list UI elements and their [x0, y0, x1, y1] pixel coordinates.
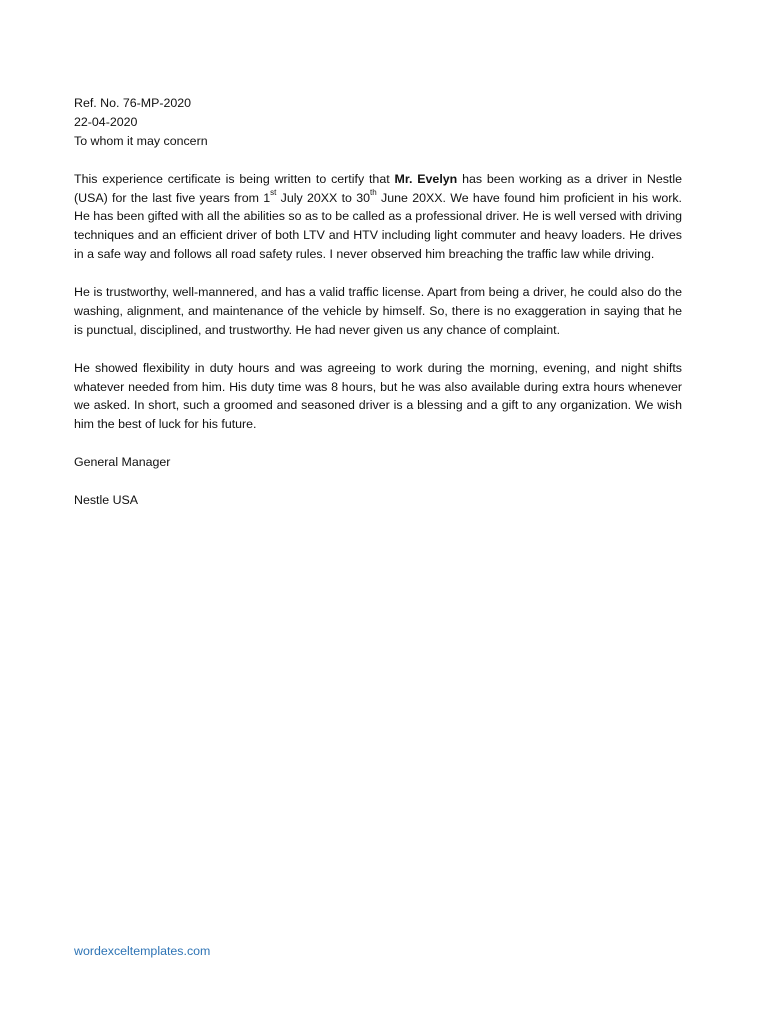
footer-website-link[interactable]: wordexceltemplates.com [74, 944, 211, 958]
paragraph-3: He showed flexibility in duty hours and was agreeing to work during the morning, evening, and night shifts whatever needed from him. His duty time was 8 hours, but he was also available during extra hours whenever we asked. In short, such a groomed and seasoned driver is a blessing and a gift to any organization. We wish him the best of luck for his future. [74, 360, 682, 432]
letter-date: 22-04-2020 [74, 114, 138, 129]
employee-name: Mr. Evelyn [394, 171, 458, 186]
paragraph-1-rest: June 20XX. We have found him proficient in his work. He has been gifted with all the abilities so as to be called as a professional driver. He is well versed with driving techniques and an efficient driver of both LTV and HTV including light commuter and heavy loaders. He drives in a safe way and follows all road safety rules. I never observed him breaching the traffic law while driving. [74, 190, 682, 262]
paragraph-1 [74, 170, 682, 265]
paragraph-2: He is trustworthy, well-mannered, and has a valid traffic license. Apart from being a driver, he could also do the washing, alignment, and maintenance of the vehicle by himself. So, there is no exaggeration in saying that he is punctual, disciplined, and trustworthy. He had never given us any chance of complaint. [74, 285, 682, 337]
paragraph-1-lead: This experience certificate is being written to certify that [74, 171, 395, 186]
reference-number: Ref. No. 76-MP-2020 [74, 96, 192, 110]
signatory-company: Nestle USA [74, 492, 139, 507]
ordinal-suffix-st: st [270, 188, 277, 198]
letter-content [74, 94, 682, 510]
ordinal-suffix-th: th [370, 188, 377, 198]
paragraph-1-after-name: has been working as a driver in Nestle (USA) for the last five years from 1 [74, 171, 682, 205]
signatory-title: General Manager [74, 455, 171, 470]
salutation: To whom it may concern [74, 133, 208, 148]
paragraph-1-mid: July 20XX to 30 [276, 190, 371, 205]
